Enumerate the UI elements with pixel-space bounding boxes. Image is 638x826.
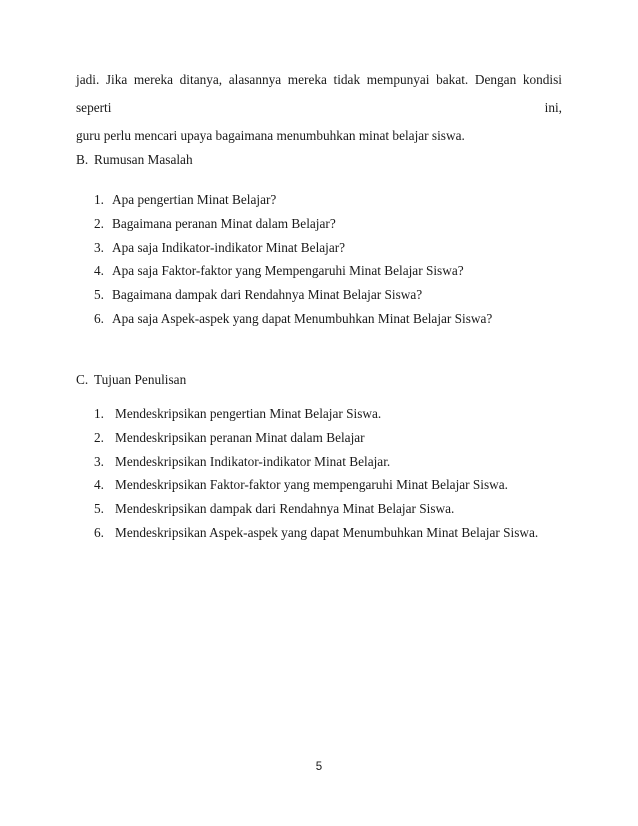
list-item: [94, 307, 492, 331]
intro-line-1: jadi. Jika mereka ditanya, alasannya mereka tidak mempunyai bakat. Dengan kondisi seperti ini,: [76, 72, 562, 115]
list-item: [94, 402, 538, 426]
intro-paragraph: [76, 66, 562, 150]
tujuan-penulisan-list: [94, 402, 538, 545]
list-item: [94, 212, 492, 236]
list-number: 6.: [94, 524, 104, 540]
list-text: Mendeskripsikan pengertian Minat Belajar Siswa.: [115, 406, 382, 421]
list-item: [94, 188, 492, 212]
rumusan-masalah-list: [94, 188, 492, 331]
section-heading-tujuan-penulisan: [76, 370, 186, 390]
list-number: 6.: [94, 310, 104, 326]
list-text: Mendeskripsikan peranan Minat dalam Belajar: [115, 429, 365, 445]
list-item: [94, 473, 538, 497]
section-title: Rumusan Masalah: [94, 152, 193, 167]
section-letter: B.: [76, 152, 89, 167]
list-item: [94, 521, 538, 545]
list-number: 1.: [94, 406, 104, 421]
list-text: Apa pengertian Minat Belajar?: [112, 192, 277, 207]
list-number: 5.: [94, 287, 104, 303]
list-number: 3.: [94, 453, 104, 469]
list-text: Bagaimana dampak dari Rendahnya Minat Belajar Siswa?: [112, 287, 423, 303]
list-text: Apa saja Faktor-faktor yang Mempengaruhi Minat Belajar Siswa?: [112, 263, 464, 279]
list-item: [94, 426, 538, 450]
list-number: 4.: [94, 263, 104, 279]
list-text: Mendeskripsikan dampak dari Rendahnya Minat Belajar Siswa.: [115, 501, 455, 517]
list-item: [94, 450, 538, 474]
list-text: Bagaimana peranan Minat dalam Belajar?: [112, 215, 336, 231]
list-number: 3.: [94, 239, 104, 255]
list-item: [94, 259, 492, 283]
list-text: Apa saja Indikator-indikator Minat Belajar?: [112, 239, 346, 255]
list-text: Mendeskripsikan Indikator-indikator Minat Belajar.: [115, 453, 391, 469]
list-text: Mendeskripsikan Faktor-faktor yang mempengaruhi Minat Belajar Siswa.: [115, 477, 509, 493]
list-item: [94, 283, 492, 307]
list-number: 2.: [94, 215, 104, 231]
section-letter: C.: [76, 372, 89, 387]
list-number: 5.: [94, 501, 104, 517]
section-heading-rumusan-masalah: [76, 150, 193, 170]
list-number: 1.: [94, 192, 104, 207]
intro-line-2: guru perlu mencari upaya bagaimana menumbuhkan minat belajar siswa.: [76, 128, 465, 143]
list-number: 4.: [94, 477, 104, 493]
section-title: Tujuan Penulisan: [94, 372, 187, 387]
list-item: [94, 497, 538, 521]
list-text: Apa saja Aspek-aspek yang dapat Menumbuhkan Minat Belajar Siswa?: [112, 310, 493, 326]
page-number: 5: [315, 761, 323, 773]
list-item: [94, 236, 492, 260]
list-number: 2.: [94, 429, 104, 445]
list-text: Mendeskripsikan Aspek-aspek yang dapat Menumbuhkan Minat Belajar Siswa.: [115, 524, 539, 540]
